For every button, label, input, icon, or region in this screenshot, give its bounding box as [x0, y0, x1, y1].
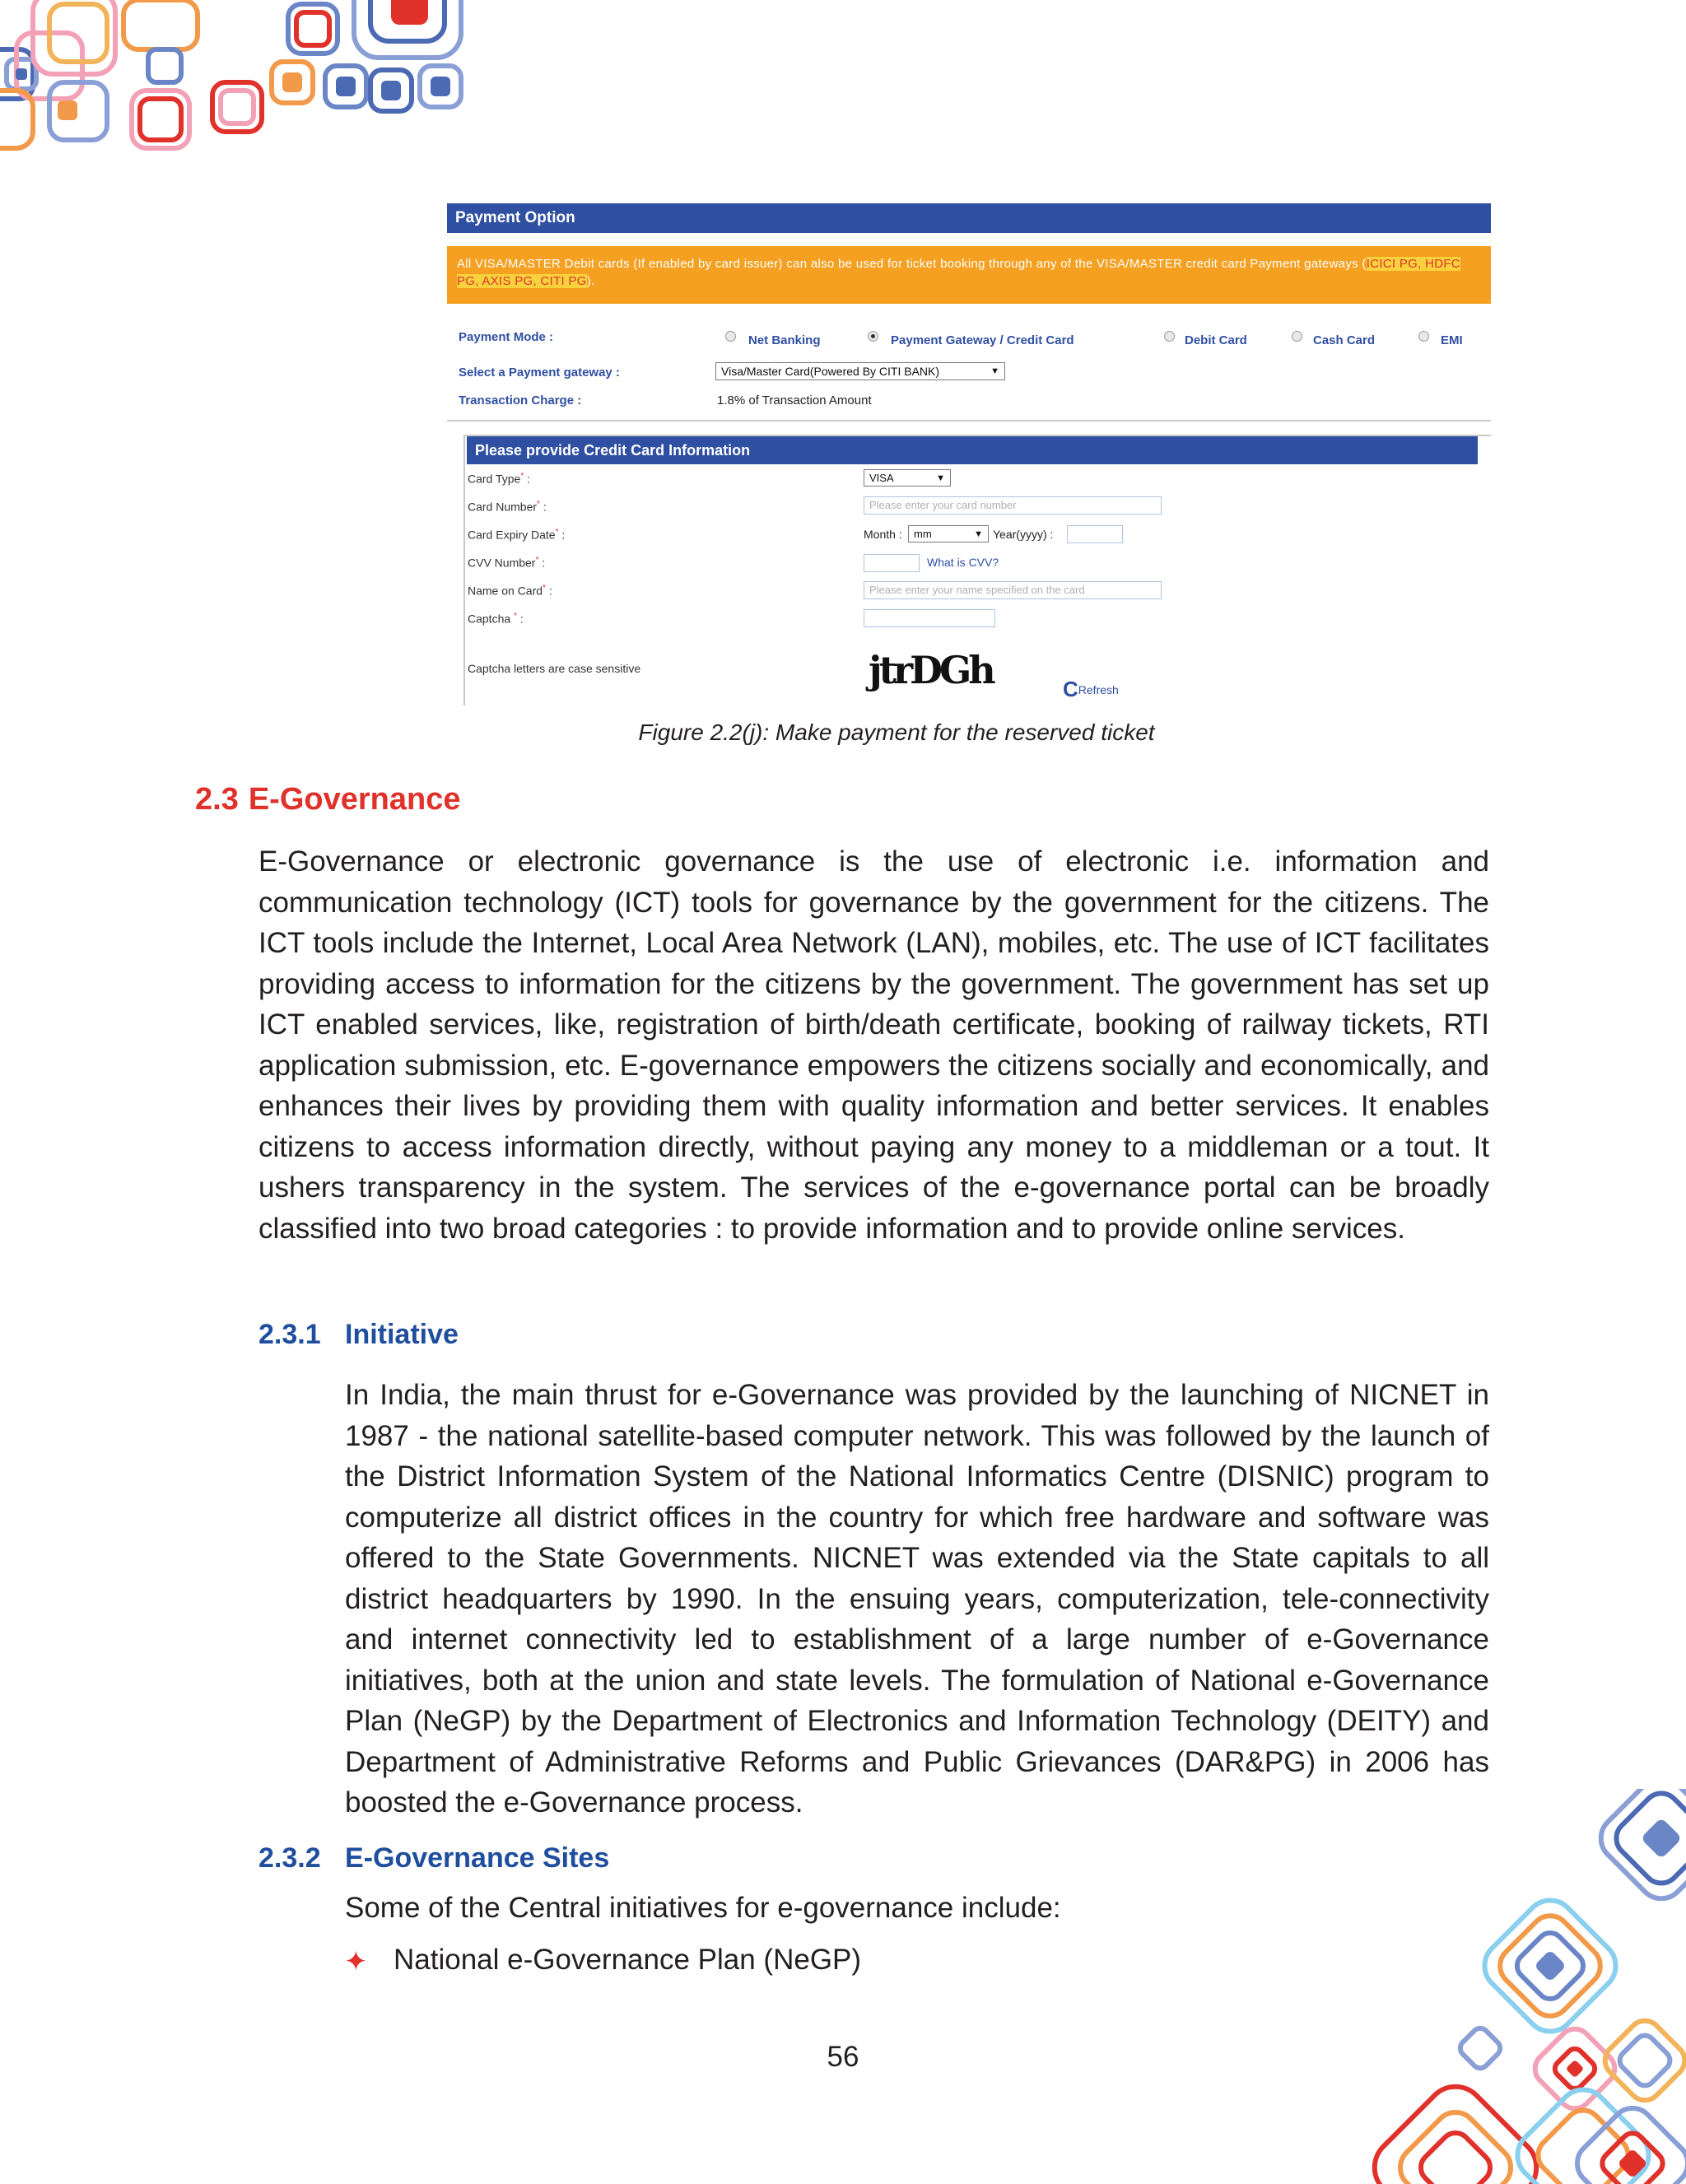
card-notice-end: ). [586, 274, 595, 288]
month-select-value: mm [914, 528, 932, 540]
name-on-card-input[interactable]: Please enter your name specified on the card [864, 581, 1162, 599]
payment-mode-label: Payment Mode : [459, 330, 554, 344]
cvv-label: CVV Number* : [468, 556, 546, 570]
option-emi[interactable]: EMI [1441, 333, 1463, 347]
card-type-label: Card Type* : [468, 472, 531, 486]
radio-emi[interactable] [1418, 331, 1429, 342]
card-expiry-label: Card Expiry Date* : [468, 528, 566, 542]
gateway-label: Select a Payment gateway : [459, 366, 620, 380]
section-heading [195, 782, 460, 817]
section-number: 2.3 [195, 782, 239, 817]
transaction-charge-label: Transaction Charge : [459, 393, 582, 407]
option-payment-gateway[interactable]: Payment Gateway / Credit Card [891, 333, 1074, 347]
subsection-heading-initiative [258, 1319, 459, 1351]
option-debit-card[interactable]: Debit Card [1185, 333, 1247, 347]
star-bullet-icon: ✦ [344, 1946, 368, 1977]
radio-net-banking[interactable] [725, 331, 736, 342]
what-is-cvv-link[interactable]: What is CVV? [927, 556, 999, 569]
name-on-card-label: Name on Card* : [468, 584, 552, 598]
card-notice [447, 246, 1491, 304]
transaction-charge-value: 1.8% of Transaction Amount [717, 393, 872, 407]
payment-option-header: Payment Option [447, 203, 1491, 233]
subsection-heading-sites [258, 1842, 609, 1874]
section-body: E-Governance or electronic governance is the use of electronic i.e. information and communication technology (ICT) tools for governance by the government for the citizens. The ICT tools include the Internet, Local Area Network (LAN), mobiles, etc. The use of ICT facilitates providing access to information for the citizens by the government. The government has set up ICT enabled services, like, registration of birth/death certificate, booking of railway tickets, RTI application submission, etc. E-governance empowers the citizens socially and economically, and enhances their lives by providing them with quality information and better services. It enables citizens to access information directly, without paying any money to a middleman or a tout. It ushers transparency in the system. The services of the e-governance portal can be broadly classified into two broad categories : to provide information and to provide online services. [258, 845, 1489, 1245]
month-label: Month : [864, 528, 902, 541]
subsection-number: 2.3.1 [258, 1319, 321, 1350]
card-type-value: VISA [869, 472, 894, 484]
captcha-image: jtrDGh [869, 648, 993, 692]
month-select[interactable] [908, 525, 989, 543]
cc-info-header: Please provide Credit Card Information [467, 436, 1478, 464]
page-number: 56 [827, 2041, 859, 2073]
section-title: E-Governance [248, 782, 461, 817]
dropdown-arrow-icon: ▼ [990, 366, 999, 376]
gateway-highlight: ICICI PG, HDFC PG, AXIS PG, CITI PG [457, 257, 1460, 288]
dropdown-arrow-icon: ▼ [974, 529, 983, 539]
dropdown-arrow-icon: ▼ [936, 473, 945, 483]
radio-debit-card[interactable] [1164, 331, 1175, 342]
captcha-note: Captcha letters are case sensitive [468, 662, 641, 675]
top-left-decoration [0, 0, 477, 165]
radio-payment-gateway[interactable] [868, 331, 878, 342]
captcha-label: Captcha * : [468, 612, 524, 626]
refresh-label: Refresh [1078, 683, 1119, 696]
refresh-button[interactable] [1063, 677, 1119, 702]
sites-intro: Some of the Central initiatives for e-governance include: [345, 1892, 1061, 1924]
subsection-number: 2.3.2 [258, 1842, 321, 1874]
subsection-title: E-Governance Sites [345, 1842, 610, 1874]
option-cash-card[interactable]: Cash Card [1313, 333, 1376, 347]
initiative-body: In India, the main thrust for e-Governance was provided by the launching of NICNET in 1987 - the national satellite-based computer network. This was followed by the launch of the District Information System of the National Informatics Centre (DISNIC) program to computerize all district offices in the country for which free hardware and software was offered to the State Governments. NICNET was extended via the State capitals to all district headquarters by 1990. In the ensuing years, computerization, tele-connectivity and internet connectivity led to establishment of a large number of e-Governance initiatives, both at the union and state levels. The formulation of National e-Governance Plan (NeGP) by the Department of Electronics and Information Technology (DEITY) and Department of Administrative Reforms and Public Grievances (DAR&PG) in 2006 has boosted the e-Governance process. [345, 1379, 1489, 1818]
card-number-input[interactable]: Please enter your card number [864, 496, 1162, 515]
subsection-title: Initiative [345, 1319, 459, 1350]
radio-cash-card[interactable] [1292, 331, 1302, 342]
year-label: Year(yyyy) : [993, 528, 1054, 541]
cvv-input[interactable] [864, 554, 920, 572]
gateway-select[interactable] [715, 362, 1005, 380]
gateway-select-value: Visa/Master Card(Powered By CITI BANK) [721, 365, 940, 378]
captcha-input[interactable] [864, 609, 995, 627]
option-net-banking[interactable]: Net Banking [748, 333, 821, 347]
card-number-label: Card Number* : [468, 500, 547, 514]
figure-caption: Figure 2.2(j): Make payment for the reserved ticket [638, 719, 1155, 745]
card-type-select[interactable] [864, 469, 951, 487]
refresh-icon: C [1063, 677, 1078, 701]
payment-form-screenshot [447, 202, 1491, 705]
divider [447, 420, 1491, 421]
year-input[interactable] [1067, 525, 1123, 543]
bottom-right-decoration [1340, 1789, 1686, 2184]
card-notice-text: All VISA/MASTER Debit cards (If enabled by card issuer) can also be used for ticket booking through any of the VISA/MASTER credit card Payment gateways ( [457, 257, 1367, 271]
list-item: National e-Governance Plan (NeGP) [394, 1944, 862, 1976]
